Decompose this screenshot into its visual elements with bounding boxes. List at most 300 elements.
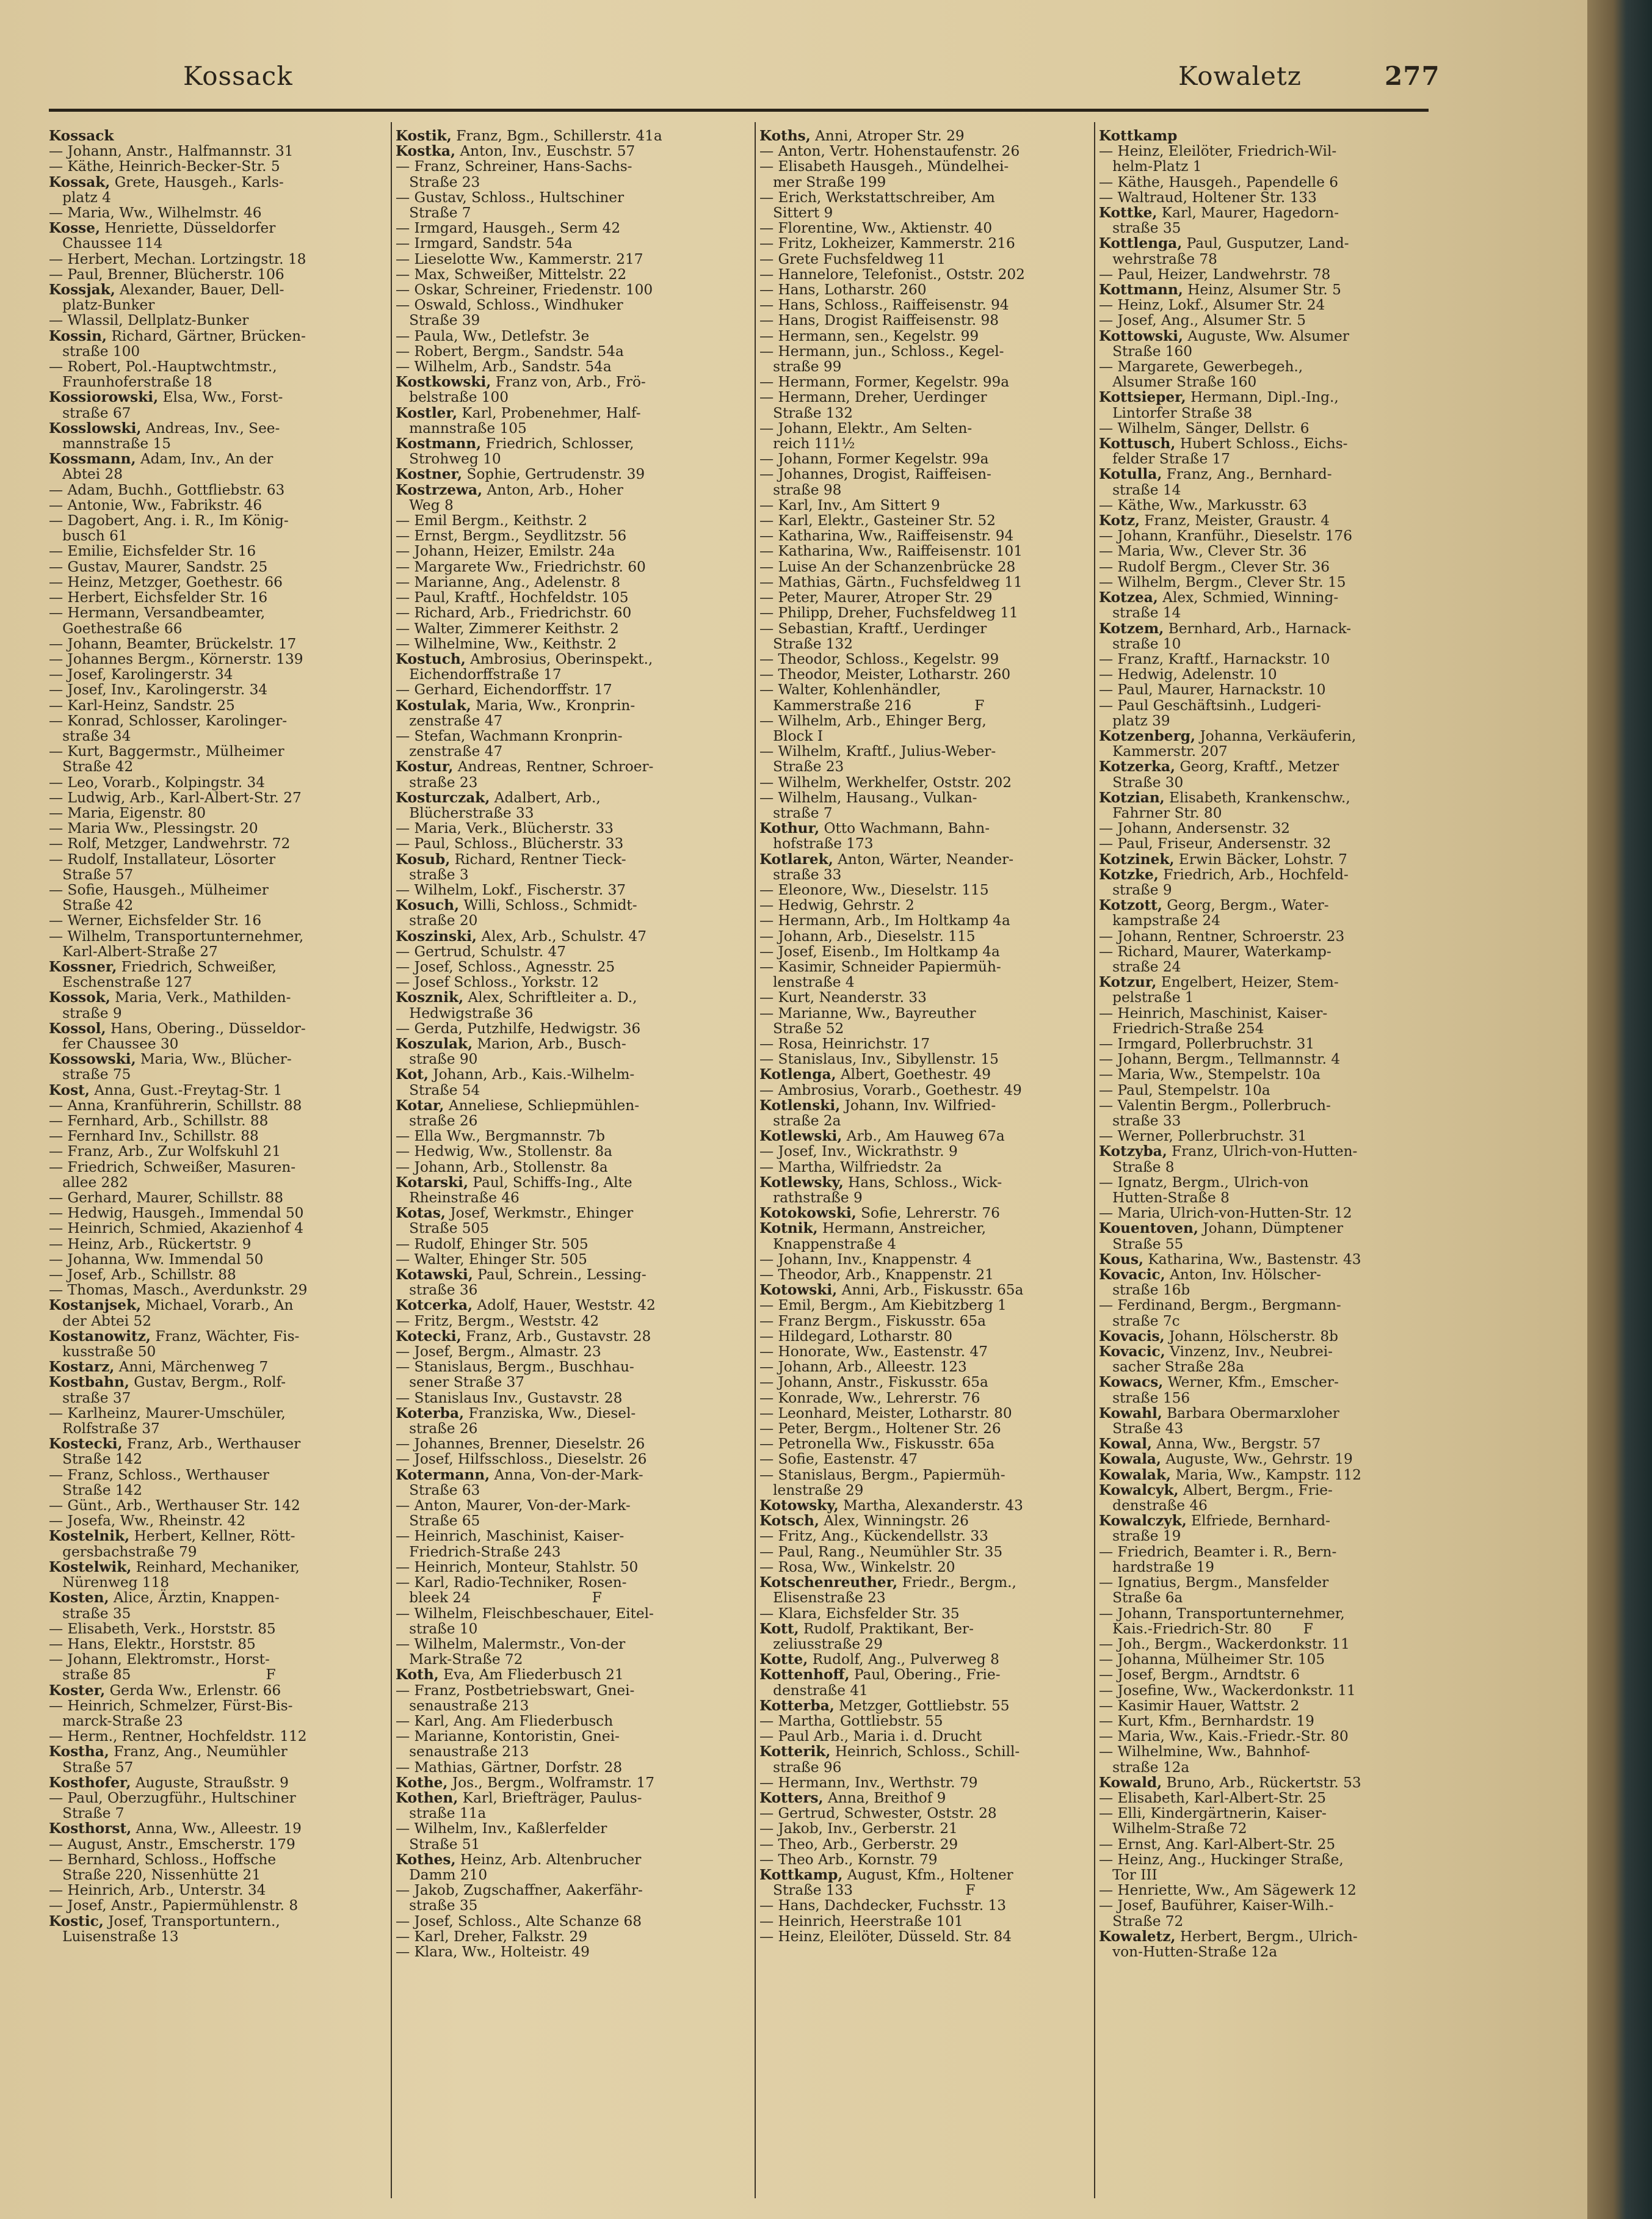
entry-text: — Hermann, Dreher, Uerdinger xyxy=(759,389,987,406)
directory-entry xyxy=(396,1344,741,1359)
entry-text: Johann, Hölscherstr. 8b xyxy=(1164,1327,1338,1345)
directory-entry xyxy=(1099,1267,1444,1282)
directory-entry xyxy=(396,975,741,990)
entry-text: Tor III xyxy=(1099,1866,1157,1883)
entry-text: — Katharina, Ww., Raiffeisenstr. 94 xyxy=(759,528,1014,545)
entry-surname: Kossmann, xyxy=(49,451,136,468)
directory-entry xyxy=(1099,543,1444,559)
directory-entry xyxy=(49,1667,394,1682)
entry-text: — Peter, Maurer, Atroper Str. 29 xyxy=(759,589,993,606)
directory-entry xyxy=(49,1267,394,1282)
entry-text: — Grete Fuchsfeldweg 11 xyxy=(759,250,946,267)
directory-entry xyxy=(1099,898,1444,913)
entry-text: — Gerhard, Maurer, Schillstr. 88 xyxy=(49,1189,283,1207)
directory-entry xyxy=(759,1421,1104,1436)
entry-text: — Johann, Arb., Stollenstr. 8a xyxy=(396,1158,608,1175)
directory-entry xyxy=(1099,959,1444,975)
directory-entry xyxy=(396,1744,741,1759)
directory-entry xyxy=(1099,882,1444,898)
entry-text: Goethestraße 66 xyxy=(49,620,183,637)
entry-text: Mark-Straße 72 xyxy=(396,1651,523,1668)
directory-entry xyxy=(49,374,394,390)
entry-text: zenstraße 47 xyxy=(396,743,503,760)
entry-surname: Kothes, xyxy=(396,1851,456,1868)
directory-entry xyxy=(396,1083,741,1098)
directory-entry xyxy=(396,1560,741,1575)
directory-entry xyxy=(396,1237,741,1252)
entry-text: Straße 132 xyxy=(759,404,853,421)
directory-entry xyxy=(1099,1083,1444,1098)
directory-entry xyxy=(396,1144,741,1159)
directory-entry xyxy=(49,790,394,805)
directory-entry xyxy=(759,359,1104,374)
directory-entry xyxy=(759,252,1104,267)
entry-text: allee 282 xyxy=(49,1174,128,1191)
entry-surname: Kowald, xyxy=(1099,1774,1162,1791)
directory-entry xyxy=(49,1544,394,1560)
entry-text: Adalbert, Arb., xyxy=(490,789,601,806)
entry-surname: Kotsch, xyxy=(759,1513,819,1530)
entry-text: — Paul, Stempelstr. 10a xyxy=(1099,1081,1270,1099)
entry-surname: Kotulla, xyxy=(1099,466,1162,483)
entry-text: — Hedwig, Gehrstr. 2 xyxy=(759,897,915,914)
directory-entry xyxy=(49,1451,394,1467)
directory-entry xyxy=(49,1144,394,1159)
directory-entry xyxy=(49,1790,394,1806)
entry-text: — Heinrich, Monteur, Stahlstr. 50 xyxy=(396,1558,639,1575)
directory-entry xyxy=(396,1837,741,1852)
directory-entry xyxy=(49,1313,394,1329)
entry-text: Franz, Ulrich-von-Hutten- xyxy=(1167,1143,1358,1160)
entry-text: Abtei 28 xyxy=(49,466,123,483)
entry-text: Hans, Schloss., Wick- xyxy=(843,1174,1002,1191)
directory-entry xyxy=(49,1513,394,1528)
entry-text: — Theo Arb., Kornstr. 79 xyxy=(759,1851,938,1868)
entry-text: — Paul, Heizer, Landwehrstr. 78 xyxy=(1099,266,1331,283)
directory-entry xyxy=(1099,759,1444,774)
directory-entry xyxy=(49,128,394,143)
entry-text: — Josef, Inv., Wickrathstr. 9 xyxy=(759,1143,958,1160)
entry-text: — Franz, Arb., Zur Wolfskuhl 21 xyxy=(49,1143,281,1160)
directory-entry xyxy=(396,467,741,482)
directory-entry xyxy=(396,1898,741,1913)
directory-entry xyxy=(49,451,394,467)
entry-text: — Heinrich, Schmied, Akazienhof 4 xyxy=(49,1220,304,1237)
directory-entry xyxy=(759,1636,1104,1652)
directory-entry xyxy=(759,175,1104,190)
directory-entry xyxy=(396,1914,741,1929)
entry-surname: Kottenhoff, xyxy=(759,1666,850,1683)
entry-text: Friedrich, Arb., Hochfeld- xyxy=(1158,866,1349,883)
entry-text: — Johannes, Drogist, Raiffeisen- xyxy=(759,466,991,483)
entry-text: — Karl, Inv., Am Sittert 9 xyxy=(759,496,940,514)
directory-entry xyxy=(49,467,394,482)
entry-text: Straße 133 F xyxy=(759,1882,976,1899)
directory-entry xyxy=(1099,1621,1444,1636)
directory-entry xyxy=(759,1560,1104,1575)
entry-surname: Kostner, xyxy=(396,466,463,483)
entry-text: Franz, Ang., Bernhard- xyxy=(1162,466,1332,483)
entry-text: Maria, Ww., Kampstr. 112 xyxy=(1171,1466,1361,1483)
directory-entry xyxy=(49,159,394,174)
entry-surname: Kothe, xyxy=(396,1774,448,1791)
entry-text: — Herbert, Eichsfelder Str. 16 xyxy=(49,589,268,606)
directory-entry xyxy=(1099,436,1444,451)
entry-text: — Henriette, Ww., Am Sägewerk 12 xyxy=(1099,1882,1357,1899)
entry-text: Anton, Wärter, Neander- xyxy=(833,851,1014,868)
entry-text: — Theo, Arb., Gerberstr. 29 xyxy=(759,1836,958,1853)
directory-entry xyxy=(1099,1113,1444,1128)
entry-text: Paul, Schrein., Lessing- xyxy=(473,1266,647,1284)
directory-entry xyxy=(49,1083,394,1098)
directory-entry xyxy=(396,559,741,575)
entry-text: straße 23 xyxy=(396,774,478,791)
directory-entry xyxy=(396,498,741,513)
entry-text: — Emilie, Eichsfelder Str. 16 xyxy=(49,543,256,560)
directory-entry xyxy=(396,713,741,728)
entry-text: Nürenweg 118 xyxy=(49,1574,170,1591)
directory-entry xyxy=(759,667,1104,682)
directory-entry xyxy=(49,1883,394,1898)
directory-entry xyxy=(759,1867,1104,1883)
directory-entry xyxy=(759,1606,1104,1621)
directory-entry xyxy=(396,1051,741,1067)
entry-text: — Paul, Friseur, Andersenstr. 32 xyxy=(1099,835,1331,852)
directory-entry xyxy=(1099,1713,1444,1729)
directory-entry xyxy=(1099,313,1444,328)
entry-text: — Hans, Drogist Raiffeisenstr. 98 xyxy=(759,312,999,329)
directory-entry xyxy=(396,1451,741,1467)
entry-text: — Stanislaus, Bergm., Buschhau- xyxy=(396,1359,634,1376)
directory-entry xyxy=(49,390,394,405)
entry-text: — Erich, Werkstattschreiber, Am xyxy=(759,189,995,206)
directory-entry xyxy=(396,1006,741,1021)
directory-entry xyxy=(396,728,741,744)
directory-entry xyxy=(49,667,394,682)
directory-entry xyxy=(1099,1390,1444,1406)
directory-entry xyxy=(759,1683,1104,1698)
directory-entry xyxy=(49,1128,394,1144)
entry-surname: Kotzian, xyxy=(1099,789,1165,806)
entry-text: Elfriede, Bernhard- xyxy=(1186,1513,1330,1530)
entry-text: — Johann, Elektr., Am Selten- xyxy=(759,419,973,437)
directory-entry xyxy=(49,1760,394,1775)
directory-entry xyxy=(759,528,1104,543)
directory-entry xyxy=(759,882,1104,898)
entry-surname: Kossiorowski, xyxy=(49,389,159,406)
directory-entry xyxy=(396,329,741,344)
entry-text: — Hermann, Inv., Werthstr. 79 xyxy=(759,1774,978,1791)
directory-entry xyxy=(1099,1821,1444,1836)
entry-text: Henriette, Düsseldorfer xyxy=(100,220,276,237)
entry-text: — Marianne, Ww., Bayreuther xyxy=(759,1004,976,1022)
entry-text: — Max, Schweißer, Mittelstr. 22 xyxy=(396,266,627,283)
entry-text: straße 67 xyxy=(49,404,131,421)
entry-text: — Stanislaus, Bergm., Papiermüh- xyxy=(759,1466,1005,1483)
directory-entry xyxy=(49,543,394,559)
entry-text: — Josef, Eisenb., Im Holtkamp 4a xyxy=(759,943,1000,960)
entry-text: — Lieselotte Ww., Kammerstr. 217 xyxy=(396,250,643,267)
directory-entry xyxy=(1099,1421,1444,1436)
directory-entry xyxy=(759,1036,1104,1051)
directory-entry xyxy=(1099,744,1444,759)
directory-entry xyxy=(49,1221,394,1236)
directory-entry xyxy=(396,1713,741,1729)
directory-entry xyxy=(759,205,1104,220)
directory-entry xyxy=(396,1528,741,1544)
entry-surname: Kous, xyxy=(1099,1251,1144,1268)
entry-text: — Joh., Bergm., Wackerdonkstr. 11 xyxy=(1099,1635,1350,1652)
entry-text: — Johann, Inv., Knappenstr. 4 xyxy=(759,1251,972,1268)
directory-entry xyxy=(396,1621,741,1636)
entry-text: gersbachstraße 79 xyxy=(49,1543,197,1560)
directory-entry xyxy=(49,821,394,836)
directory-entry xyxy=(396,1359,741,1375)
entry-text: straße 33 xyxy=(759,866,842,883)
entry-text: — Luise An der Schanzenbrücke 28 xyxy=(759,558,1016,575)
entry-text: Luisenstraße 13 xyxy=(49,1928,179,1945)
directory-entry xyxy=(396,1513,741,1528)
entry-text: — Sebastian, Kraftf., Uerdinger xyxy=(759,620,987,637)
directory-entry xyxy=(396,1021,741,1036)
entry-text: — Ella Ww., Bergmannstr. 7b xyxy=(396,1128,606,1145)
directory-entry xyxy=(1099,821,1444,836)
directory-entry xyxy=(1099,1929,1444,1944)
entry-text: — Käthe, Ww., Markusstr. 63 xyxy=(1099,496,1307,514)
entry-text: Blücherstraße 33 xyxy=(396,804,534,821)
directory-entry xyxy=(49,1929,394,1944)
entry-text: — Friedrich, Schweißer, Masuren- xyxy=(49,1158,296,1175)
entry-surname: Kotz, xyxy=(1099,512,1140,529)
entry-text: straße 85 F xyxy=(49,1666,276,1683)
entry-text: der Abtei 52 xyxy=(49,1312,152,1329)
directory-entry xyxy=(49,175,394,190)
directory-entry xyxy=(396,805,741,821)
entry-text: Anni, Arb., Fiskusstr. 65a xyxy=(837,1282,1024,1299)
entry-surname: Koth, xyxy=(396,1666,439,1683)
entry-text: Sophie, Gertrudenstr. 39 xyxy=(462,466,645,483)
entry-text: Anna, Gust.-Freytag-Str. 1 xyxy=(89,1081,283,1099)
directory-entry xyxy=(49,1806,394,1821)
directory-entry xyxy=(396,1806,741,1821)
entry-surname: Kotlenski, xyxy=(759,1097,841,1114)
book-spine xyxy=(1587,0,1652,2219)
entry-text: Paul, Schiffs-Ing., Alte xyxy=(468,1174,632,1191)
directory-entry xyxy=(1099,467,1444,482)
entry-surname: Kotterik, xyxy=(759,1743,831,1760)
entry-surname: Kothur, xyxy=(759,820,820,837)
entry-surname: Kotawski, xyxy=(396,1266,473,1284)
entry-text: — Johann, Former Kegelstr. 99a xyxy=(759,451,989,468)
directory-entry xyxy=(759,929,1104,944)
directory-entry xyxy=(49,1606,394,1621)
entry-text: Otto Wachmann, Bahn- xyxy=(819,820,990,837)
entry-text: — Johann, Rentner, Schroerstr. 23 xyxy=(1099,928,1345,945)
entry-surname: Kowalcyk, xyxy=(1099,1481,1179,1498)
entry-text: Alex, Winningstr. 26 xyxy=(819,1513,969,1530)
directory-entry xyxy=(49,313,394,328)
directory-entry xyxy=(396,1282,741,1298)
entry-text: Rudolf, Ang., Pulverweg 8 xyxy=(808,1651,999,1668)
directory-entry xyxy=(396,1190,741,1205)
entry-surname: Kostka, xyxy=(396,143,456,160)
entry-text: — Franz, Postbetriebswart, Gnei- xyxy=(396,1682,635,1699)
directory-entry xyxy=(759,867,1104,882)
entry-text: Albert, Bergm., Frie- xyxy=(1178,1481,1333,1498)
entry-text: sacher Straße 28a xyxy=(1099,1359,1244,1376)
entry-text: — Irmgard, Pollerbruchstr. 31 xyxy=(1099,1035,1315,1052)
directory-entry xyxy=(396,821,741,836)
directory-entry xyxy=(759,1451,1104,1467)
directory-entry xyxy=(49,698,394,713)
entry-surname: Kotnik, xyxy=(759,1220,818,1237)
entry-surname: Kostecki, xyxy=(49,1436,123,1453)
directory-entry xyxy=(49,1914,394,1929)
entry-text: — Herbert, Mechan. Lortzingstr. 18 xyxy=(49,250,306,267)
directory-entry xyxy=(1099,1775,1444,1790)
entry-text: straße 11a xyxy=(396,1805,487,1822)
entry-text: Anna, Von-der-Mark- xyxy=(490,1466,643,1483)
entry-text: denstraße 46 xyxy=(1099,1497,1208,1514)
directory-entry xyxy=(49,1621,394,1636)
header-rule xyxy=(49,109,1429,112)
directory-entry xyxy=(49,1867,394,1883)
directory-entry xyxy=(49,482,394,498)
entry-text: Straße 142 xyxy=(49,1481,143,1498)
entry-text: Franz, Arb., Werthauser xyxy=(122,1436,301,1453)
directory-entry xyxy=(49,190,394,205)
entry-text: straße 10 xyxy=(1099,635,1181,652)
directory-entry xyxy=(49,590,394,605)
directory-entry xyxy=(396,1821,741,1836)
entry-text: — Karl, Dreher, Falkstr. 29 xyxy=(396,1928,588,1945)
entry-surname: Kostic, xyxy=(49,1912,104,1930)
entry-text: — Anna, Kranführerin, Schillstr. 88 xyxy=(49,1097,302,1114)
directory-entry xyxy=(759,1436,1104,1451)
entry-surname: Kostarz, xyxy=(49,1359,115,1376)
entry-text: — Hermann, Arb., Im Holtkamp 4a xyxy=(759,912,1010,929)
directory-entry xyxy=(759,220,1104,236)
entry-text: — Franz, Schreiner, Hans-Sachs- xyxy=(396,158,632,175)
directory-entry xyxy=(759,1329,1104,1344)
entry-text: — Kasimir, Schneider Papiermüh- xyxy=(759,958,1001,975)
entry-text: — Kasimir Hauer, Wattstr. 2 xyxy=(1099,1697,1300,1714)
entry-text: — Hedwig, Hausgeh., Immendal 50 xyxy=(49,1205,304,1222)
entry-text: — Rosa, Ww., Winkelstr. 20 xyxy=(759,1558,955,1575)
entry-text: Straße 63 xyxy=(396,1481,480,1498)
directory-entry xyxy=(759,775,1104,790)
directory-entry xyxy=(759,805,1104,821)
directory-entry xyxy=(759,728,1104,744)
entry-surname: Kossak, xyxy=(49,173,110,191)
entry-text: — Josef, Ang., Alsumer Str. 5 xyxy=(1099,312,1306,329)
directory-entry xyxy=(759,543,1104,559)
entry-text: Knappenstraße 4 xyxy=(759,1235,896,1252)
entry-text: — Anton, Vertr. Hohenstaufenstr. 26 xyxy=(759,143,1020,160)
entry-text: — Josef, Bauführer, Kaiser-Wilh.- xyxy=(1099,1897,1334,1914)
directory-entry xyxy=(1099,1852,1444,1867)
entry-text: platz-Bunker xyxy=(49,297,155,314)
entry-surname: Kosslowski, xyxy=(49,419,142,437)
entry-text: — Johann, Anstr., Fiskusstr. 65a xyxy=(759,1374,988,1391)
directory-entry xyxy=(49,1051,394,1067)
entry-text: mer Straße 199 xyxy=(759,173,886,191)
directory-entry xyxy=(396,374,741,390)
entry-surname: Kosturczak, xyxy=(396,789,490,806)
directory-entry xyxy=(49,913,394,928)
directory-entry xyxy=(396,852,741,867)
entry-text: Straße 30 xyxy=(1099,774,1184,791)
entry-text: — Emil Bergm., Keithstr. 2 xyxy=(396,512,587,529)
entry-text: Karl, Maurer, Hagedorn- xyxy=(1157,205,1339,222)
entry-text: straße 99 xyxy=(759,358,842,376)
entry-surname: Kostelwik, xyxy=(49,1558,132,1575)
entry-surname: Kott, xyxy=(759,1620,799,1637)
entry-text: Josef, Werkmstr., Ehinger xyxy=(445,1205,634,1222)
entry-text: Elsa, Ww., Forst- xyxy=(158,389,283,406)
entry-surname: Kottowski, xyxy=(1099,327,1183,344)
directory-entry xyxy=(49,898,394,913)
directory-entry xyxy=(49,1467,394,1483)
directory-entry xyxy=(49,1483,394,1498)
directory-entry xyxy=(49,498,394,513)
entry-text: — Maria, Ww., Clever Str. 36 xyxy=(1099,543,1307,560)
directory-entry xyxy=(759,1375,1104,1390)
directory-entry xyxy=(396,1406,741,1421)
directory-entry xyxy=(396,1790,741,1806)
entry-text: — Rosa, Heinrichstr. 17 xyxy=(759,1035,930,1052)
entry-text: Andreas, Rentner, Schroer- xyxy=(453,758,654,775)
directory-entry xyxy=(49,1729,394,1744)
entry-text: Straße 43 xyxy=(1099,1420,1184,1437)
entry-text: — Johanna, Mülheimer Str. 105 xyxy=(1099,1651,1325,1668)
directory-entry xyxy=(49,252,394,267)
directory-entry xyxy=(49,513,394,528)
directory-entry xyxy=(759,1744,1104,1759)
entry-text: — Hannelore, Telefonist., Oststr. 202 xyxy=(759,266,1025,283)
directory-entry xyxy=(759,1098,1104,1113)
directory-entry xyxy=(396,390,741,405)
directory-entry xyxy=(1099,421,1444,436)
directory-entry xyxy=(49,559,394,575)
entry-text: — Karl-Heinz, Sandstr. 25 xyxy=(49,697,235,714)
entry-text: Straße 57 xyxy=(49,1759,134,1776)
entry-text: — Irmgard, Sandstr. 54a xyxy=(396,235,573,252)
entry-text: Heinrich, Schloss., Schill- xyxy=(830,1743,1020,1760)
entry-text: Grete, Hausgeh., Karls- xyxy=(110,173,284,191)
directory-entry xyxy=(1099,451,1444,467)
entry-text: Johann, Dümptener xyxy=(1198,1220,1344,1237)
directory-entry xyxy=(1099,1006,1444,1021)
directory-entry xyxy=(1099,867,1444,882)
entry-text: — Heinrich, Heerstraße 101 xyxy=(759,1912,963,1930)
entry-text: — Josef, Hilfsschloss., Dieselstr. 26 xyxy=(396,1451,647,1468)
entry-surname: Kostha, xyxy=(49,1743,109,1760)
entry-text: — Irmgard, Hausgeh., Serm 42 xyxy=(396,220,621,237)
entry-text: — Leo, Vorarb., Kolpingstr. 34 xyxy=(49,774,266,791)
directory-entry xyxy=(1099,1359,1444,1375)
entry-text: straße 35 xyxy=(396,1897,478,1914)
entry-text: kusstraße 50 xyxy=(49,1343,156,1360)
entry-text: straße 20 xyxy=(396,912,478,929)
entry-text: Weg 8 xyxy=(396,496,454,514)
directory-entry xyxy=(759,374,1104,390)
entry-text: — Emil, Bergm., Am Kiebitzberg 1 xyxy=(759,1297,1007,1314)
entry-text: busch 61 xyxy=(49,528,128,545)
entry-text: Gustav, Bergm., Rolf- xyxy=(129,1374,286,1391)
entry-text: Straße 51 xyxy=(396,1836,480,1853)
entry-text: straße 98 xyxy=(759,481,842,498)
